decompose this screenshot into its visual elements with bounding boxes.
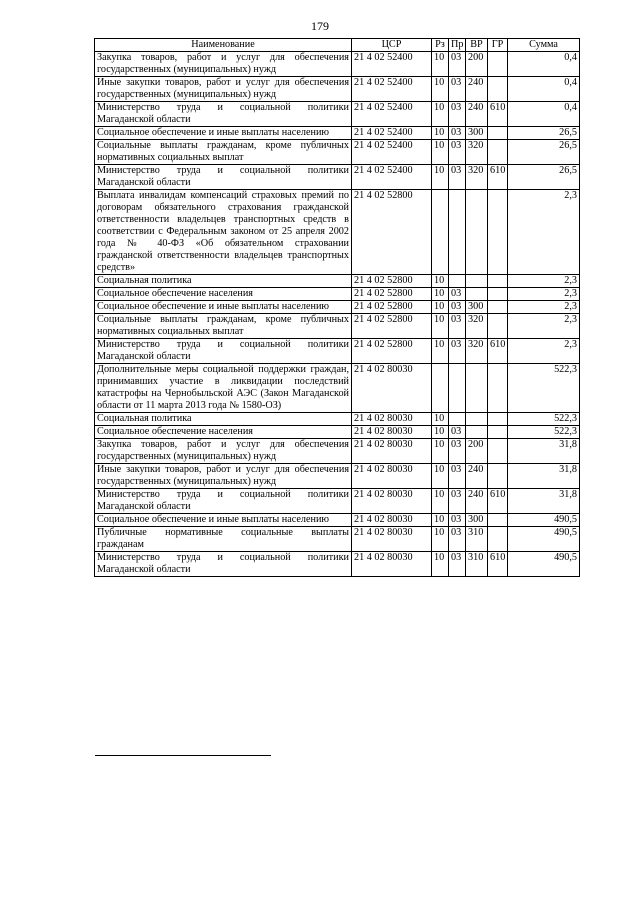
row-code-cell: 21 4 02 52400: [352, 52, 432, 77]
row-code-cell: 21 4 02 52800: [352, 288, 432, 301]
row-vr-cell: 300: [466, 514, 488, 527]
row-name-cell: Публичные нормативные социальные выплаты гражданам: [95, 527, 352, 552]
table-row: [95, 301, 580, 314]
row-vr-cell: 240: [466, 77, 488, 102]
row-sum-cell: 31,8: [508, 439, 580, 464]
row-sum-cell: 0,4: [508, 102, 580, 127]
row-rz-cell: 10: [432, 288, 449, 301]
row-gr-cell: 610: [488, 102, 508, 127]
row-vr-cell: [466, 275, 488, 288]
row-code-cell: 21 4 02 52800: [352, 275, 432, 288]
row-rz-cell: [432, 364, 449, 413]
row-vr-cell: 240: [466, 489, 488, 514]
row-vr-cell: 310: [466, 552, 488, 577]
row-pr-cell: 03: [449, 514, 466, 527]
row-pr-cell: 03: [449, 439, 466, 464]
row-pr-cell: [449, 190, 466, 275]
row-gr-cell: [488, 127, 508, 140]
table-body: [95, 52, 580, 577]
row-gr-cell: 610: [488, 552, 508, 577]
row-code-cell: 21 4 02 80030: [352, 426, 432, 439]
row-name-cell: Социальное обеспечение населения: [95, 426, 352, 439]
table-row: [95, 439, 580, 464]
row-gr-cell: [488, 413, 508, 426]
table-row: [95, 426, 580, 439]
row-rz-cell: 10: [432, 52, 449, 77]
row-gr-cell: [488, 439, 508, 464]
row-name-cell: Социальная политика: [95, 413, 352, 426]
row-gr-cell: [488, 190, 508, 275]
page-number: 179: [311, 19, 329, 33]
table-row: [95, 527, 580, 552]
row-pr-cell: 03: [449, 426, 466, 439]
table-row: [95, 52, 580, 77]
row-gr-cell: [488, 52, 508, 77]
row-name-cell: Социальное обеспечение и иные выплаты населению: [95, 301, 352, 314]
row-rz-cell: 10: [432, 552, 449, 577]
row-vr-cell: [466, 413, 488, 426]
table-row: [95, 489, 580, 514]
row-pr-cell: 03: [449, 140, 466, 165]
row-sum-cell: 31,8: [508, 489, 580, 514]
row-code-cell: 21 4 02 80030: [352, 514, 432, 527]
table-row: [95, 275, 580, 288]
table-row: [95, 102, 580, 127]
row-code-cell: 21 4 02 80030: [352, 552, 432, 577]
row-pr-cell: 03: [449, 288, 466, 301]
row-rz-cell: 10: [432, 140, 449, 165]
row-vr-cell: 240: [466, 102, 488, 127]
row-name-cell: Министерство труда и социальной политики Магаданской области: [95, 165, 352, 190]
row-gr-cell: [488, 275, 508, 288]
row-sum-cell: 2,3: [508, 275, 580, 288]
row-vr-cell: [466, 364, 488, 413]
row-rz-cell: 10: [432, 514, 449, 527]
table-row: [95, 514, 580, 527]
row-gr-cell: [488, 314, 508, 339]
row-pr-cell: 03: [449, 464, 466, 489]
row-code-cell: 21 4 02 52400: [352, 165, 432, 190]
row-pr-cell: 03: [449, 165, 466, 190]
table-row: [95, 77, 580, 102]
table-row: [95, 552, 580, 577]
row-pr-cell: 03: [449, 339, 466, 364]
row-pr-cell: [449, 275, 466, 288]
row-pr-cell: 03: [449, 102, 466, 127]
row-sum-cell: 2,3: [508, 190, 580, 275]
row-sum-cell: 26,5: [508, 127, 580, 140]
row-name-cell: Социальные выплаты гражданам, кроме публичных нормативных социальных выплат: [95, 140, 352, 165]
table-row: [95, 364, 580, 413]
row-code-cell: 21 4 02 52800: [352, 190, 432, 275]
row-code-cell: 21 4 02 52400: [352, 102, 432, 127]
row-rz-cell: 10: [432, 413, 449, 426]
row-vr-cell: [466, 288, 488, 301]
row-pr-cell: 03: [449, 127, 466, 140]
row-code-cell: 21 4 02 52800: [352, 339, 432, 364]
table-row: [95, 288, 580, 301]
row-pr-cell: 03: [449, 314, 466, 339]
row-gr-cell: [488, 364, 508, 413]
row-rz-cell: 10: [432, 275, 449, 288]
header-pr: Пр: [449, 39, 466, 52]
row-name-cell: Иные закупки товаров, работ и услуг для обеспечения государственных (муниципальных) нужд: [95, 464, 352, 489]
row-sum-cell: 490,5: [508, 514, 580, 527]
row-name-cell: Министерство труда и социальной политики Магаданской области: [95, 489, 352, 514]
row-rz-cell: 10: [432, 527, 449, 552]
table-row: [95, 140, 580, 165]
row-code-cell: 21 4 02 80030: [352, 464, 432, 489]
row-name-cell: Иные закупки товаров, работ и услуг для обеспечения государственных (муниципальных) нужд: [95, 77, 352, 102]
row-code-cell: 21 4 02 80030: [352, 489, 432, 514]
row-sum-cell: 0,4: [508, 52, 580, 77]
row-rz-cell: 10: [432, 77, 449, 102]
row-name-cell: Социальное обеспечение и иные выплаты населению: [95, 514, 352, 527]
row-rz-cell: 10: [432, 127, 449, 140]
row-name-cell: Дополнительные меры социальной поддержки граждан, принимавших участие в ликвидации последствий катастрофы на Чернобыльской АЭС (Закон Магаданской области от 11 марта 2013 года № 1580-ОЗ): [95, 364, 352, 413]
header-sum: Сумма: [508, 39, 580, 52]
header-gr: ГР: [488, 39, 508, 52]
row-name-cell: Социальные выплаты гражданам, кроме публичных нормативных социальных выплат: [95, 314, 352, 339]
row-rz-cell: 10: [432, 165, 449, 190]
row-vr-cell: [466, 426, 488, 439]
row-vr-cell: 310: [466, 527, 488, 552]
row-gr-cell: [488, 514, 508, 527]
row-sum-cell: 522,3: [508, 364, 580, 413]
row-name-cell: Министерство труда и социальной политики Магаданской области: [95, 102, 352, 127]
row-sum-cell: 490,5: [508, 527, 580, 552]
row-code-cell: 21 4 02 52800: [352, 314, 432, 339]
header-code: ЦСР: [352, 39, 432, 52]
row-sum-cell: 31,8: [508, 464, 580, 489]
table-row: [95, 339, 580, 364]
row-vr-cell: 300: [466, 127, 488, 140]
table-row: [95, 165, 580, 190]
row-pr-cell: 03: [449, 77, 466, 102]
table-row: [95, 314, 580, 339]
row-gr-cell: [488, 288, 508, 301]
row-name-cell: Министерство труда и социальной политики Магаданской области: [95, 552, 352, 577]
row-pr-cell: [449, 413, 466, 426]
row-sum-cell: 2,3: [508, 339, 580, 364]
row-rz-cell: 10: [432, 439, 449, 464]
row-rz-cell: 10: [432, 339, 449, 364]
row-name-cell: Социальное обеспечение населения: [95, 288, 352, 301]
table-header-row: [95, 39, 580, 52]
row-name-cell: Социальная политика: [95, 275, 352, 288]
row-rz-cell: 10: [432, 489, 449, 514]
row-sum-cell: 26,5: [508, 140, 580, 165]
row-vr-cell: 320: [466, 140, 488, 165]
header-rz: Рз: [432, 39, 449, 52]
row-gr-cell: [488, 77, 508, 102]
row-gr-cell: 610: [488, 165, 508, 190]
row-code-cell: 21 4 02 52400: [352, 77, 432, 102]
budget-table: [94, 38, 580, 577]
row-gr-cell: 610: [488, 489, 508, 514]
row-name-cell: Министерство труда и социальной политики Магаданской области: [95, 339, 352, 364]
row-sum-cell: 2,3: [508, 314, 580, 339]
row-sum-cell: 26,5: [508, 165, 580, 190]
row-code-cell: 21 4 02 52800: [352, 301, 432, 314]
row-sum-cell: 522,3: [508, 426, 580, 439]
table-row: [95, 127, 580, 140]
row-pr-cell: 03: [449, 301, 466, 314]
row-sum-cell: 0,4: [508, 77, 580, 102]
header-vr: ВР: [466, 39, 488, 52]
footnote-divider: [95, 755, 271, 756]
row-gr-cell: [488, 426, 508, 439]
row-gr-cell: [488, 301, 508, 314]
row-code-cell: 21 4 02 52400: [352, 140, 432, 165]
row-sum-cell: 490,5: [508, 552, 580, 577]
row-pr-cell: [449, 364, 466, 413]
row-sum-cell: 2,3: [508, 288, 580, 301]
table-row: [95, 190, 580, 275]
table-row: [95, 413, 580, 426]
row-gr-cell: [488, 140, 508, 165]
row-vr-cell: 320: [466, 339, 488, 364]
row-gr-cell: [488, 464, 508, 489]
row-rz-cell: 10: [432, 301, 449, 314]
row-name-cell: Закупка товаров, работ и услуг для обеспечения государственных (муниципальных) нужд: [95, 52, 352, 77]
row-code-cell: 21 4 02 80030: [352, 527, 432, 552]
row-rz-cell: 10: [432, 426, 449, 439]
row-rz-cell: [432, 190, 449, 275]
row-sum-cell: 522,3: [508, 413, 580, 426]
table-row: [95, 464, 580, 489]
row-vr-cell: 320: [466, 165, 488, 190]
row-vr-cell: 200: [466, 439, 488, 464]
row-gr-cell: 610: [488, 339, 508, 364]
row-rz-cell: 10: [432, 464, 449, 489]
row-code-cell: 21 4 02 52400: [352, 127, 432, 140]
row-vr-cell: [466, 190, 488, 275]
row-code-cell: 21 4 02 80030: [352, 439, 432, 464]
row-sum-cell: 2,3: [508, 301, 580, 314]
row-code-cell: 21 4 02 80030: [352, 413, 432, 426]
row-rz-cell: 10: [432, 102, 449, 127]
row-vr-cell: 300: [466, 301, 488, 314]
row-pr-cell: 03: [449, 552, 466, 577]
row-name-cell: Выплата инвалидам компенсаций страховых премий по договорам обязательного страхования гражданской ответственности владельцев транспортных средств в соответствии с Федеральным законом от 25 апреля 2002 года № 40-ФЗ «Об обязательном страховании гражданской ответственности владельцев транспортных средств»: [95, 190, 352, 275]
row-vr-cell: 240: [466, 464, 488, 489]
row-gr-cell: [488, 527, 508, 552]
row-code-cell: 21 4 02 80030: [352, 364, 432, 413]
row-vr-cell: 320: [466, 314, 488, 339]
row-vr-cell: 200: [466, 52, 488, 77]
row-rz-cell: 10: [432, 314, 449, 339]
row-pr-cell: 03: [449, 489, 466, 514]
row-name-cell: Закупка товаров, работ и услуг для обеспечения государственных (муниципальных) нужд: [95, 439, 352, 464]
row-name-cell: Социальное обеспечение и иные выплаты населению: [95, 127, 352, 140]
header-name: Наименование: [95, 39, 352, 52]
row-pr-cell: 03: [449, 52, 466, 77]
row-pr-cell: 03: [449, 527, 466, 552]
